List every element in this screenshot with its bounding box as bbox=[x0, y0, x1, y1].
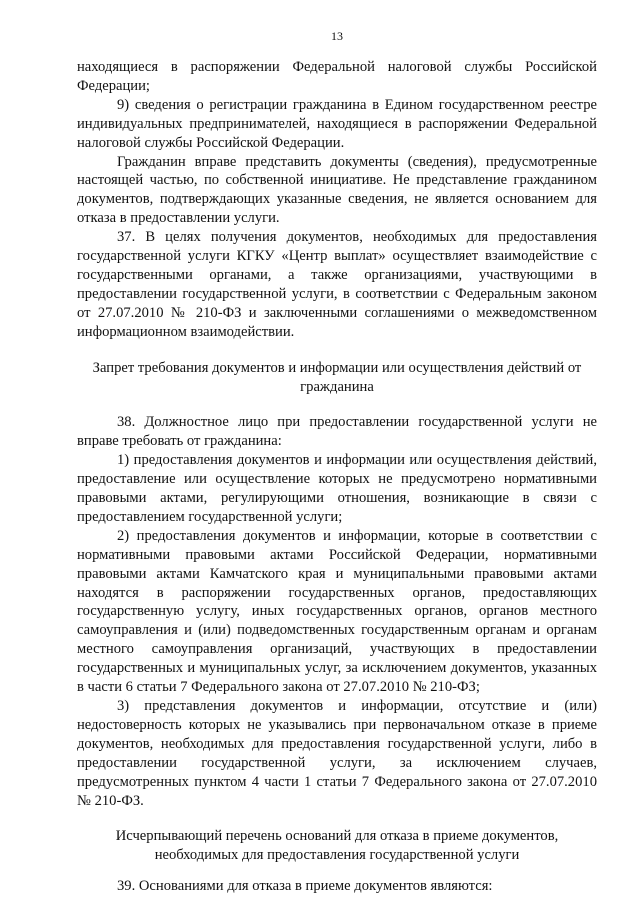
paragraph-citizen-right: Гражданин вправе представить документы (сведения), предусмотренные настоящей частью, по собственной инициативе. Не представление гражданином документов, подтверждающих указанные сведения, не является основанием для отказа в предоставлении услуги. bbox=[77, 153, 597, 227]
paragraph-38-item-2: 2) предоставления документов и информации, которые в соответствии с нормативными правовыми актами Российской Федерации, нормативными правовыми актами Камчатского края и муниципальными правовыми актами находятся в распоряжении государственных органов, предоставляющих государственную услугу, иных государственных органов, органов местного самоуправления и (или) подведомственных государственным органам и органам местного самоуправления организаций, участвующих в предоставлении государственных и муниципальных услуг, за исключением документов, указанных в части 6 статьи 7 Федерального закона от 27.07.2010 № 210-ФЗ; bbox=[77, 527, 597, 696]
paragraph-39: 39. Основаниями для отказа в приеме документов являются: bbox=[117, 878, 493, 895]
section-gap bbox=[77, 342, 597, 359]
section-gap bbox=[77, 810, 597, 827]
paragraph-38: 38. Должностное лицо при предоставлении государственной услуги не вправе требовать от гражданина: bbox=[77, 414, 597, 450]
page-number: 13 bbox=[331, 29, 343, 43]
paragraph-38-item-3: 3) представления документов и информации, отсутствие и (или) недостоверность которых не указывались при первоначальном отказе в приеме документов, необходимых для предоставления государственной услуги, либо в предоставлении государственной услуги, за исключением случаев, предусмотренных пунктом 4 части 1 статьи 7 Федерального закона от 27.07.2010 № 210-ФЗ. bbox=[77, 698, 597, 809]
section-heading-prohibition: Запрет требования документов и информации или осуществления действий от гражданина bbox=[92, 359, 582, 395]
section-gap bbox=[77, 865, 597, 877]
paragraph-37: 37. В целях получения документов, необходимых для предоставления государственной услуги КГКУ «Центр выплат» осуществляет взаимодействие с государственными органами, а также организациями, участвующими в предоставлении государственной услуги, в соответствии с Федеральным законом от 27.07.2010 № 210-ФЗ и заключенными соглашениями о межведомственном информационном взаимодействии. bbox=[77, 229, 597, 340]
paragraph-item-9: 9) сведения о регистрации гражданина в Едином государственном реестре индивидуальных предпринимателей, находящиеся в распоряжении Федеральной налоговой службы Российской Федерации. bbox=[77, 96, 597, 151]
document-page bbox=[77, 28, 597, 896]
paragraph-38-item-1: 1) предоставления документов и информации или осуществления действий, предоставление или осуществление которых не предусмотрено нормативными правовыми актами, регулирующими отношения, возникающие в связи с предоставлением государственной услуги; bbox=[77, 452, 597, 525]
paragraph-continuation: находящиеся в распоряжении Федеральной налоговой службы Российской Федерации; bbox=[77, 59, 597, 94]
section-heading-refusal-grounds: Исчерпывающий перечень оснований для отказа в приеме документов, необходимых для предоставления государственной услуги bbox=[115, 828, 559, 864]
section-gap bbox=[77, 396, 597, 413]
